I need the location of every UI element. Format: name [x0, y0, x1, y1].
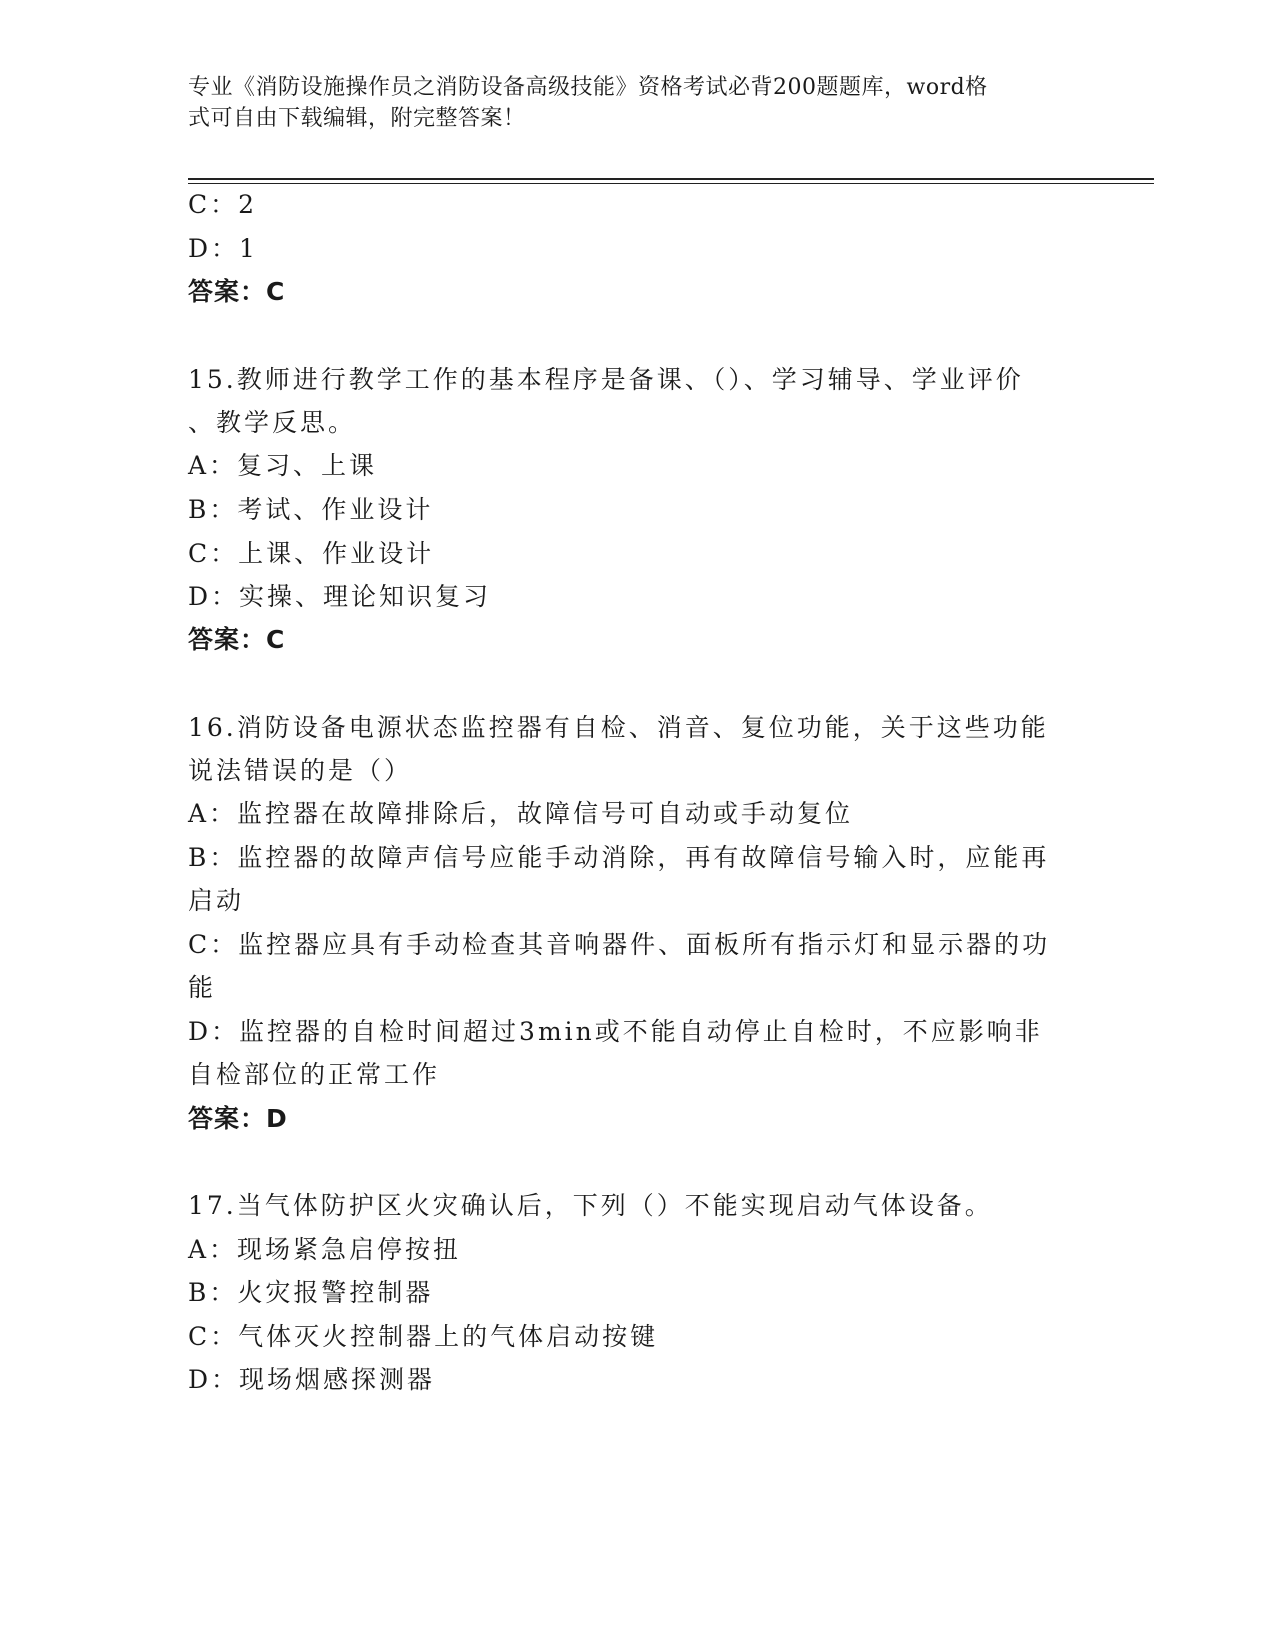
- q15-stem-line-2: 、教学反思。: [188, 408, 357, 437]
- q16-option-d-line-1: D：监控器的自检时间超过3min或不能自动停止自检时，不应影响非: [188, 1017, 1043, 1046]
- q16-option-c-line-1: C：监控器应具有手动检查其音响器件、面板所有指示灯和显示器的功: [188, 930, 1051, 959]
- header-title-line-1: 专业《消防设施操作员之消防设备高级技能》资格考试必背200题题库，word格: [188, 75, 988, 100]
- q17-option-b: B：火灾报警控制器: [188, 1278, 434, 1307]
- header-title-line-2: 式可自由下载编辑，附完整答案！: [188, 106, 526, 131]
- q16-stem-line-1: 16.消防设备电源状态监控器有自检、消音、复位功能，关于这些功能: [188, 713, 1049, 742]
- q15-answer: 答案：C: [188, 625, 286, 654]
- q15-option-b: B：考试、作业设计: [188, 495, 434, 524]
- q16-option-a: A：监控器在故障排除后，故障信号可自动或手动复位: [188, 799, 854, 828]
- q16-option-c-line-2: 能: [188, 973, 217, 1002]
- q15-option-d: D：实操、理论知识复习: [188, 582, 492, 611]
- q14-option-d: D：1: [188, 234, 258, 263]
- q15-stem-line-1: 15.教师进行教学工作的基本程序是备课、（）、学习辅导、学业评价: [188, 365, 1024, 394]
- q15-option-c: C：上课、作业设计: [188, 539, 435, 568]
- q16-option-b-line-2: 启动: [188, 886, 245, 915]
- q17-stem-line-1: 17.当气体防护区火灾确认后，下列（）不能实现启动气体设备。: [188, 1191, 993, 1220]
- q16-option-b-line-1: B：监控器的故障声信号应能手动消除，再有故障信号输入时，应能再: [188, 843, 1050, 872]
- header-divider-thin: [188, 183, 1154, 184]
- q16-answer: 答案：D: [188, 1104, 288, 1133]
- q17-option-c: C：气体灭火控制器上的气体启动按键: [188, 1322, 659, 1351]
- q17-option-d: D：现场烟感探测器: [188, 1365, 436, 1394]
- q14-answer: 答案：C: [188, 277, 286, 306]
- q15-option-a: A：复习、上课: [188, 451, 378, 480]
- q17-option-a: A：现场紧急启停按扭: [188, 1235, 462, 1264]
- q16-option-d-line-2: 自检部位的正常工作: [188, 1060, 441, 1089]
- page-header: [188, 72, 1068, 134]
- header-divider-thick: [188, 178, 1154, 180]
- q16-stem-line-2: 说法错误的是（）: [188, 756, 413, 785]
- q14-option-c: C：2: [188, 190, 258, 219]
